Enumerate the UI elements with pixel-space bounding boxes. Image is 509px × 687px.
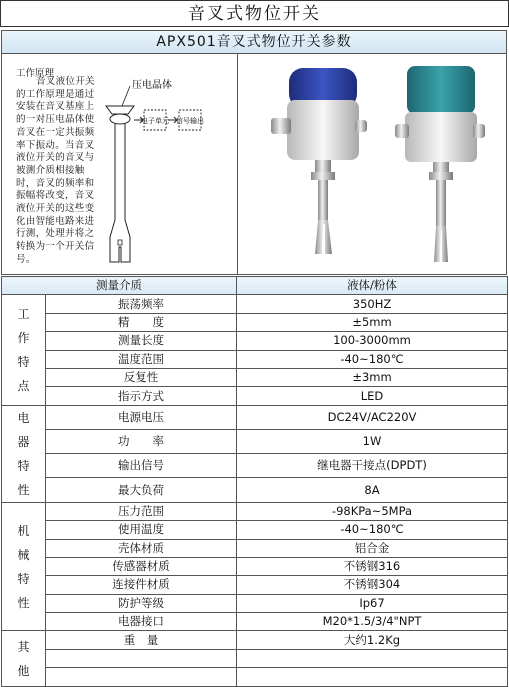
param-value: ±3mm bbox=[237, 368, 508, 386]
group-label-char: 械 bbox=[17, 547, 30, 562]
param-name: 反复性 bbox=[46, 368, 237, 386]
table-row bbox=[2, 539, 508, 557]
group-label bbox=[2, 295, 46, 405]
param-value: LED bbox=[237, 387, 508, 405]
param-value: 大约1.2Kg bbox=[237, 631, 508, 649]
param-value: 350HZ bbox=[237, 295, 508, 313]
param-name: 压力范围 bbox=[46, 502, 237, 520]
electronic-unit-label: 电子单元 bbox=[141, 117, 169, 125]
param-value: ±5mm bbox=[237, 313, 508, 331]
table-row bbox=[2, 557, 508, 575]
table-row bbox=[2, 350, 508, 368]
page-title: 音叉式物位开关 bbox=[0, 0, 509, 27]
intro-panel bbox=[1, 54, 507, 275]
param-value: -40~180℃ bbox=[237, 521, 508, 539]
table-row bbox=[2, 521, 508, 539]
table-row bbox=[2, 649, 508, 667]
product-photos bbox=[239, 54, 508, 274]
table-row bbox=[2, 594, 508, 612]
table-row bbox=[2, 454, 508, 478]
param-value: 100-3000mm bbox=[237, 332, 508, 350]
working-principle-panel bbox=[2, 54, 238, 274]
param-value: -98KPa~5MPa bbox=[237, 502, 508, 520]
group-label-char: 特 bbox=[17, 571, 30, 586]
table-row bbox=[2, 387, 508, 405]
group-label-char: 器 bbox=[17, 434, 30, 449]
param-name: 测量长度 bbox=[46, 332, 237, 350]
param-name: 输出信号 bbox=[46, 454, 237, 478]
group-label-char: 其 bbox=[17, 639, 30, 654]
param-value: M20*1.5/3/4"NPT bbox=[237, 613, 508, 631]
param-name: 精 度 bbox=[46, 313, 237, 331]
table-row bbox=[2, 332, 508, 350]
group-label-char: 电 bbox=[17, 410, 30, 425]
param-name: 重 量 bbox=[46, 631, 237, 649]
param-value: 不锈钢316 bbox=[237, 557, 508, 575]
param-name: 连接件材质 bbox=[46, 576, 237, 594]
param-value: 继电器干接点(DPDT) bbox=[237, 454, 508, 478]
param-name: 壳体材质 bbox=[46, 539, 237, 557]
group-label-char: 特 bbox=[17, 355, 30, 370]
param-name bbox=[46, 649, 237, 667]
table-row bbox=[2, 295, 508, 313]
table-row bbox=[2, 313, 508, 331]
table-row bbox=[2, 368, 508, 386]
principle-text: 音叉液位开关的工作原理是通过安装在音叉基座上的一对压电晶体使音叉在一定共振频率下振动。当音叉液位开关的音叉与被测介质相接触时，音叉的频率和振幅将改变，音叉液位开关的这些变化由智能电路来进行测，处理并将之转换为一个开关信号。 bbox=[16, 76, 95, 265]
param-value bbox=[237, 668, 508, 686]
group-label-char: 工 bbox=[17, 307, 30, 322]
spec-table bbox=[1, 276, 508, 687]
spec-subtitle: APX501音叉式物位开关参数 bbox=[1, 30, 507, 54]
signal-output-label: 信号输出 bbox=[176, 117, 204, 125]
group-label bbox=[2, 631, 46, 686]
param-name: 传感器材质 bbox=[46, 557, 237, 575]
tuning-fork-diagram bbox=[104, 72, 236, 272]
header-measure-medium: 测量介质 bbox=[2, 277, 237, 295]
group-label-char: 机 bbox=[17, 523, 30, 538]
table-row bbox=[2, 631, 508, 649]
header-medium-value: 液体/粉体 bbox=[237, 277, 508, 295]
param-name: 最大负荷 bbox=[46, 478, 237, 502]
group-label bbox=[2, 502, 46, 631]
param-value: 8A bbox=[237, 478, 508, 502]
table-row bbox=[2, 502, 508, 520]
group-label bbox=[2, 405, 46, 502]
param-value: 不锈钢304 bbox=[237, 576, 508, 594]
table-row bbox=[2, 613, 508, 631]
param-value bbox=[237, 649, 508, 667]
param-name: 温度范围 bbox=[46, 350, 237, 368]
table-row bbox=[2, 429, 508, 453]
table-row bbox=[2, 576, 508, 594]
group-label-char: 点 bbox=[17, 379, 30, 394]
param-value: 1W bbox=[237, 429, 508, 453]
group-label-char: 性 bbox=[17, 595, 30, 610]
param-value: DC24V/AC220V bbox=[237, 405, 508, 429]
param-name: 防护等级 bbox=[46, 594, 237, 612]
group-label-char: 性 bbox=[17, 482, 30, 497]
group-label-char: 作 bbox=[17, 331, 30, 346]
principle-title: 工作原理 bbox=[16, 68, 55, 79]
table-row bbox=[2, 405, 508, 429]
table-row bbox=[2, 478, 508, 502]
param-name bbox=[46, 668, 237, 686]
table-row bbox=[2, 668, 508, 686]
param-value: 铝合金 bbox=[237, 539, 508, 557]
param-name: 电源电压 bbox=[46, 405, 237, 429]
group-label-char: 特 bbox=[17, 458, 30, 473]
param-name: 振荡频率 bbox=[46, 295, 237, 313]
param-name: 电器接口 bbox=[46, 613, 237, 631]
table-header-row bbox=[2, 277, 508, 295]
param-name: 使用温度 bbox=[46, 521, 237, 539]
param-name: 指示方式 bbox=[46, 387, 237, 405]
group-label-char: 他 bbox=[17, 663, 30, 678]
param-value: Ip67 bbox=[237, 594, 508, 612]
blue-switch-photo bbox=[271, 68, 367, 254]
teal-switch-photo bbox=[395, 66, 485, 262]
crystal-label: 压电晶体 bbox=[132, 80, 172, 91]
param-name: 功 率 bbox=[46, 429, 237, 453]
param-value: -40~180℃ bbox=[237, 350, 508, 368]
